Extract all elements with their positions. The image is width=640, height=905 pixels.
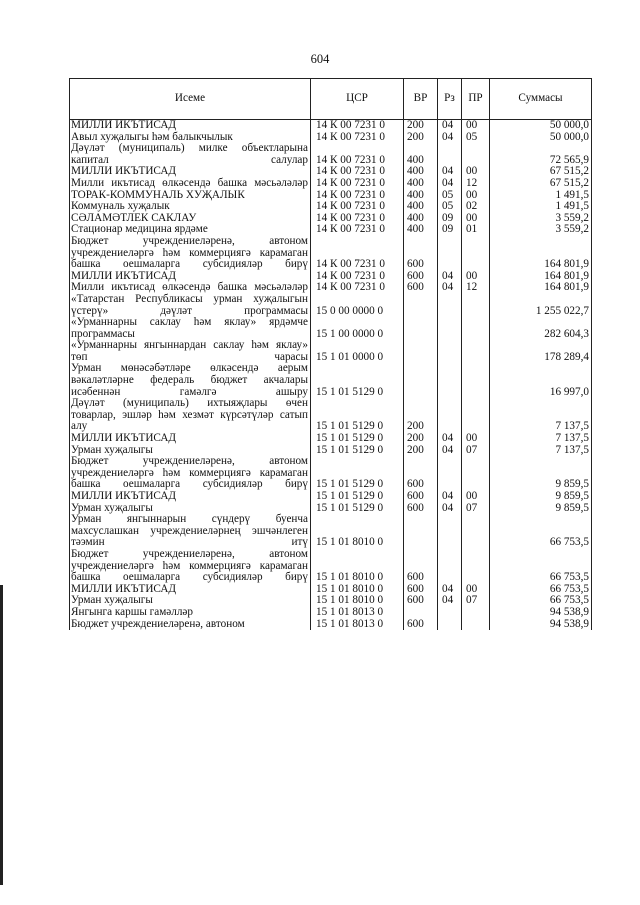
cell-rz xyxy=(438,340,462,363)
header-vr: ВР xyxy=(404,79,438,120)
cell-pr xyxy=(462,236,490,271)
cell-vr: 400 xyxy=(404,178,438,190)
cell-rz: 04 xyxy=(438,178,462,190)
table-row xyxy=(70,294,592,317)
cell-sum: 9 859,5 xyxy=(490,456,592,491)
cell-csr: 15 1 00 0000 0 xyxy=(311,317,404,340)
cell-sum: 7 137,5 xyxy=(490,433,592,445)
table-row xyxy=(70,120,592,132)
cell-sum: 164 801,9 xyxy=(490,236,592,271)
cell-rz: 04 xyxy=(438,132,462,144)
cell-vr: 400 xyxy=(404,143,438,166)
cell-csr: 14 К 00 7231 0 xyxy=(311,178,404,190)
cell-rz: 04 xyxy=(438,166,462,178)
cell-rz: 04 xyxy=(438,503,462,515)
cell-pr: 00 xyxy=(462,166,490,178)
cell-name: Дәүләт (муниципаль) ихтыяҗлары өчен товарлар, эшләр һәм хезмәт күрсәтүләр сатып алу xyxy=(70,398,311,433)
budget-table xyxy=(69,78,592,630)
cell-sum: 66 753,5 xyxy=(490,584,592,596)
cell-name: МИЛЛИ ИКЪТИСАД xyxy=(70,584,311,596)
cell-pr: 07 xyxy=(462,445,490,457)
cell-csr: 15 1 01 8013 0 xyxy=(311,619,404,631)
cell-pr xyxy=(462,340,490,363)
cell-pr: 00 xyxy=(462,213,490,225)
cell-name: Дәүләт (муниципаль) милке объектларына капитал салулар xyxy=(70,143,311,166)
cell-rz xyxy=(438,363,462,398)
cell-name: МИЛЛИ ИКЪТИСАД xyxy=(70,166,311,178)
cell-name: «Урманнарны саклау һәм яклау» ярдәмче программасы xyxy=(70,317,311,340)
cell-vr xyxy=(404,294,438,317)
cell-csr: 15 1 01 8010 0 xyxy=(311,549,404,584)
cell-pr xyxy=(462,317,490,340)
table-header-row xyxy=(70,79,592,120)
cell-csr: 15 1 01 5129 0 xyxy=(311,445,404,457)
cell-sum: 282 604,3 xyxy=(490,317,592,340)
cell-pr xyxy=(462,619,490,631)
cell-name: «Татарстан Республикасы урман хуҗалыгын үстерү» дәүләт программасы xyxy=(70,294,311,317)
cell-csr: 15 1 01 8010 0 xyxy=(311,595,404,607)
cell-name: Милли икътисад өлкәсендә башка мәсьәләләр xyxy=(70,282,311,294)
cell-name: Бюджет учреждениеләренә, автоном учреждениеләргә һәм коммерциягә карамаган башка оешмаларга субсидияләр бирү xyxy=(70,456,311,491)
cell-sum: 94 538,9 xyxy=(490,607,592,619)
table-row xyxy=(70,178,592,190)
cell-name: Урман мөнәсәбәтләре өлкәсендә аерым вәкаләтләрне федераль бюджет акчалары исәбеннән гамәлгә ашыру xyxy=(70,363,311,398)
cell-vr xyxy=(404,607,438,619)
cell-pr xyxy=(462,607,490,619)
cell-name: Бюджет учреждениеләренә, автоном учреждениеләргә һәм коммерциягә карамаган башка оешмаларга субсидияләр бирү xyxy=(70,549,311,584)
cell-name: Урман янгыннарын сүндерү буенча махсуслашкан учреждениеләрнең эшчәнлеген тәэмин итү xyxy=(70,514,311,549)
cell-pr: 12 xyxy=(462,282,490,294)
cell-name: Авыл хуҗалыгы һәм балыкчылык xyxy=(70,132,311,144)
cell-sum: 66 753,5 xyxy=(490,549,592,584)
table-row xyxy=(70,619,592,631)
cell-sum: 66 753,5 xyxy=(490,595,592,607)
cell-sum: 67 515,2 xyxy=(490,166,592,178)
cell-sum: 94 538,9 xyxy=(490,619,592,631)
cell-rz xyxy=(438,143,462,166)
cell-vr: 400 xyxy=(404,201,438,213)
cell-csr: 14 К 00 7231 0 xyxy=(311,166,404,178)
cell-rz xyxy=(438,398,462,433)
table-row xyxy=(70,433,592,445)
cell-pr xyxy=(462,398,490,433)
cell-csr: 15 1 01 8010 0 xyxy=(311,584,404,596)
cell-pr: 12 xyxy=(462,178,490,190)
cell-vr: 200 xyxy=(404,398,438,433)
table-row xyxy=(70,491,592,503)
cell-sum: 1 255 022,7 xyxy=(490,294,592,317)
cell-sum: 164 801,9 xyxy=(490,271,592,283)
cell-pr: 00 xyxy=(462,584,490,596)
cell-pr xyxy=(462,294,490,317)
cell-pr: 00 xyxy=(462,190,490,202)
cell-csr: 14 К 00 7231 0 xyxy=(311,143,404,166)
table-body xyxy=(70,120,592,631)
table-row xyxy=(70,317,592,340)
cell-rz xyxy=(438,456,462,491)
cell-vr xyxy=(404,514,438,549)
cell-pr: 07 xyxy=(462,503,490,515)
cell-csr: 15 1 01 5129 0 xyxy=(311,491,404,503)
cell-sum: 9 859,5 xyxy=(490,491,592,503)
cell-csr: 14 К 00 7231 0 xyxy=(311,190,404,202)
cell-csr: 15 1 01 5129 0 xyxy=(311,503,404,515)
cell-rz xyxy=(438,607,462,619)
cell-pr xyxy=(462,363,490,398)
cell-rz xyxy=(438,317,462,340)
cell-rz xyxy=(438,514,462,549)
cell-rz: 04 xyxy=(438,271,462,283)
cell-name: Коммуналь хуҗалык xyxy=(70,201,311,213)
cell-csr: 14 К 00 7231 0 xyxy=(311,224,404,236)
cell-vr: 400 xyxy=(404,213,438,225)
cell-csr: 14 К 00 7231 0 xyxy=(311,271,404,283)
table-row xyxy=(70,236,592,271)
cell-name: МИЛЛИ ИКЪТИСАД xyxy=(70,120,311,132)
table-row xyxy=(70,398,592,433)
page-number: 604 xyxy=(310,52,330,66)
cell-csr: 14 К 00 7231 0 xyxy=(311,213,404,225)
cell-vr: 600 xyxy=(404,282,438,294)
cell-name: МИЛЛИ ИКЪТИСАД xyxy=(70,433,311,445)
cell-rz: 09 xyxy=(438,224,462,236)
cell-csr: 15 0 00 0000 0 xyxy=(311,294,404,317)
table-row xyxy=(70,607,592,619)
cell-vr: 600 xyxy=(404,491,438,503)
cell-rz: 09 xyxy=(438,213,462,225)
cell-vr: 200 xyxy=(404,132,438,144)
cell-name: «Урманнарны янгыннардан саклау һәм яклау» төп чарасы xyxy=(70,340,311,363)
cell-vr: 600 xyxy=(404,236,438,271)
cell-csr: 14 К 00 7231 0 xyxy=(311,282,404,294)
cell-pr: 00 xyxy=(462,433,490,445)
cell-name: Стационар медицина ярдәме xyxy=(70,224,311,236)
cell-csr: 15 1 01 8010 0 xyxy=(311,514,404,549)
cell-csr: 15 1 01 5129 0 xyxy=(311,363,404,398)
cell-pr: 00 xyxy=(462,491,490,503)
cell-vr: 200 xyxy=(404,433,438,445)
cell-sum: 178 289,4 xyxy=(490,340,592,363)
cell-sum: 1 491,5 xyxy=(490,190,592,202)
cell-pr: 00 xyxy=(462,120,490,132)
cell-csr: 15 1 01 5129 0 xyxy=(311,398,404,433)
cell-vr xyxy=(404,363,438,398)
cell-pr xyxy=(462,514,490,549)
cell-sum: 3 559,2 xyxy=(490,213,592,225)
cell-name: Бюджет учреждениеләренә, автоном учреждениеләргә һәм коммерциягә карамаган башка оешмаларга субсидияләр бирү xyxy=(70,236,311,271)
cell-vr: 200 xyxy=(404,120,438,132)
cell-csr: 14 К 00 7231 0 xyxy=(311,132,404,144)
cell-name: Бюджет учреждениеләренә, автоном xyxy=(70,619,311,631)
cell-sum: 50 000,0 xyxy=(490,132,592,144)
cell-sum: 1 491,5 xyxy=(490,201,592,213)
cell-csr: 14 К 00 7231 0 xyxy=(311,120,404,132)
cell-vr: 600 xyxy=(404,549,438,584)
cell-sum: 9 859,5 xyxy=(490,503,592,515)
scan-edge-mark xyxy=(0,585,3,885)
cell-csr: 15 1 01 5129 0 xyxy=(311,433,404,445)
cell-sum: 16 997,0 xyxy=(490,363,592,398)
cell-vr xyxy=(404,340,438,363)
cell-pr: 00 xyxy=(462,271,490,283)
header-pr: ПР xyxy=(462,79,490,120)
cell-name: Янгынга каршы гамәлләр xyxy=(70,607,311,619)
cell-rz: 04 xyxy=(438,491,462,503)
cell-rz: 05 xyxy=(438,190,462,202)
table-row xyxy=(70,514,592,549)
cell-pr xyxy=(462,549,490,584)
cell-sum: 3 559,2 xyxy=(490,224,592,236)
cell-sum: 66 753,5 xyxy=(490,514,592,549)
header-name: Исеме xyxy=(70,79,311,120)
cell-csr: 15 1 01 5129 0 xyxy=(311,456,404,491)
cell-pr: 02 xyxy=(462,201,490,213)
cell-vr: 400 xyxy=(404,166,438,178)
table-row xyxy=(70,340,592,363)
cell-pr xyxy=(462,143,490,166)
cell-vr: 600 xyxy=(404,503,438,515)
cell-csr: 15 1 01 0000 0 xyxy=(311,340,404,363)
cell-name: Урман хуҗалыгы xyxy=(70,445,311,457)
cell-pr: 01 xyxy=(462,224,490,236)
cell-rz xyxy=(438,236,462,271)
header-csr: ЦСР xyxy=(311,79,404,120)
cell-rz: 05 xyxy=(438,201,462,213)
cell-name: СӘЛАМӘТЛЕК САКЛАУ xyxy=(70,213,311,225)
cell-csr: 15 1 01 8013 0 xyxy=(311,607,404,619)
cell-rz xyxy=(438,294,462,317)
cell-csr: 14 К 00 7231 0 xyxy=(311,201,404,213)
table-row xyxy=(70,456,592,491)
cell-pr xyxy=(462,456,490,491)
cell-sum: 72 565,9 xyxy=(490,143,592,166)
cell-csr: 14 К 00 7231 0 xyxy=(311,236,404,271)
cell-rz: 04 xyxy=(438,445,462,457)
cell-rz: 04 xyxy=(438,584,462,596)
cell-rz: 04 xyxy=(438,282,462,294)
cell-vr: 600 xyxy=(404,595,438,607)
cell-name: ТОРАК-КОММУНАЛЬ ХУҖАЛЫК xyxy=(70,190,311,202)
table-row xyxy=(70,201,592,213)
table-row xyxy=(70,549,592,584)
header-rz: Рз xyxy=(438,79,462,120)
cell-vr: 400 xyxy=(404,224,438,236)
cell-name: Урман хуҗалыгы xyxy=(70,503,311,515)
cell-rz xyxy=(438,549,462,584)
header-sum: Суммасы xyxy=(490,79,592,120)
cell-vr: 600 xyxy=(404,584,438,596)
cell-sum: 50 000,0 xyxy=(490,120,592,132)
cell-pr: 07 xyxy=(462,595,490,607)
cell-name: Милли икътисад өлкәсендә башка мәсьәләләр xyxy=(70,178,311,190)
cell-sum: 7 137,5 xyxy=(490,398,592,433)
cell-vr: 400 xyxy=(404,190,438,202)
cell-rz: 04 xyxy=(438,433,462,445)
cell-sum: 164 801,9 xyxy=(490,282,592,294)
cell-name: МИЛЛИ ИКЪТИСАД xyxy=(70,271,311,283)
table-row xyxy=(70,363,592,398)
cell-rz: 04 xyxy=(438,120,462,132)
cell-rz xyxy=(438,619,462,631)
cell-rz: 04 xyxy=(438,595,462,607)
cell-name: Урман хуҗалыгы xyxy=(70,595,311,607)
cell-vr: 200 xyxy=(404,445,438,457)
table-row xyxy=(70,143,592,166)
cell-sum: 67 515,2 xyxy=(490,178,592,190)
cell-vr: 600 xyxy=(404,456,438,491)
cell-vr: 600 xyxy=(404,271,438,283)
cell-vr: 600 xyxy=(404,619,438,631)
cell-vr xyxy=(404,317,438,340)
cell-pr: 05 xyxy=(462,132,490,144)
cell-sum: 7 137,5 xyxy=(490,445,592,457)
cell-name: МИЛЛИ ИКЪТИСАД xyxy=(70,491,311,503)
